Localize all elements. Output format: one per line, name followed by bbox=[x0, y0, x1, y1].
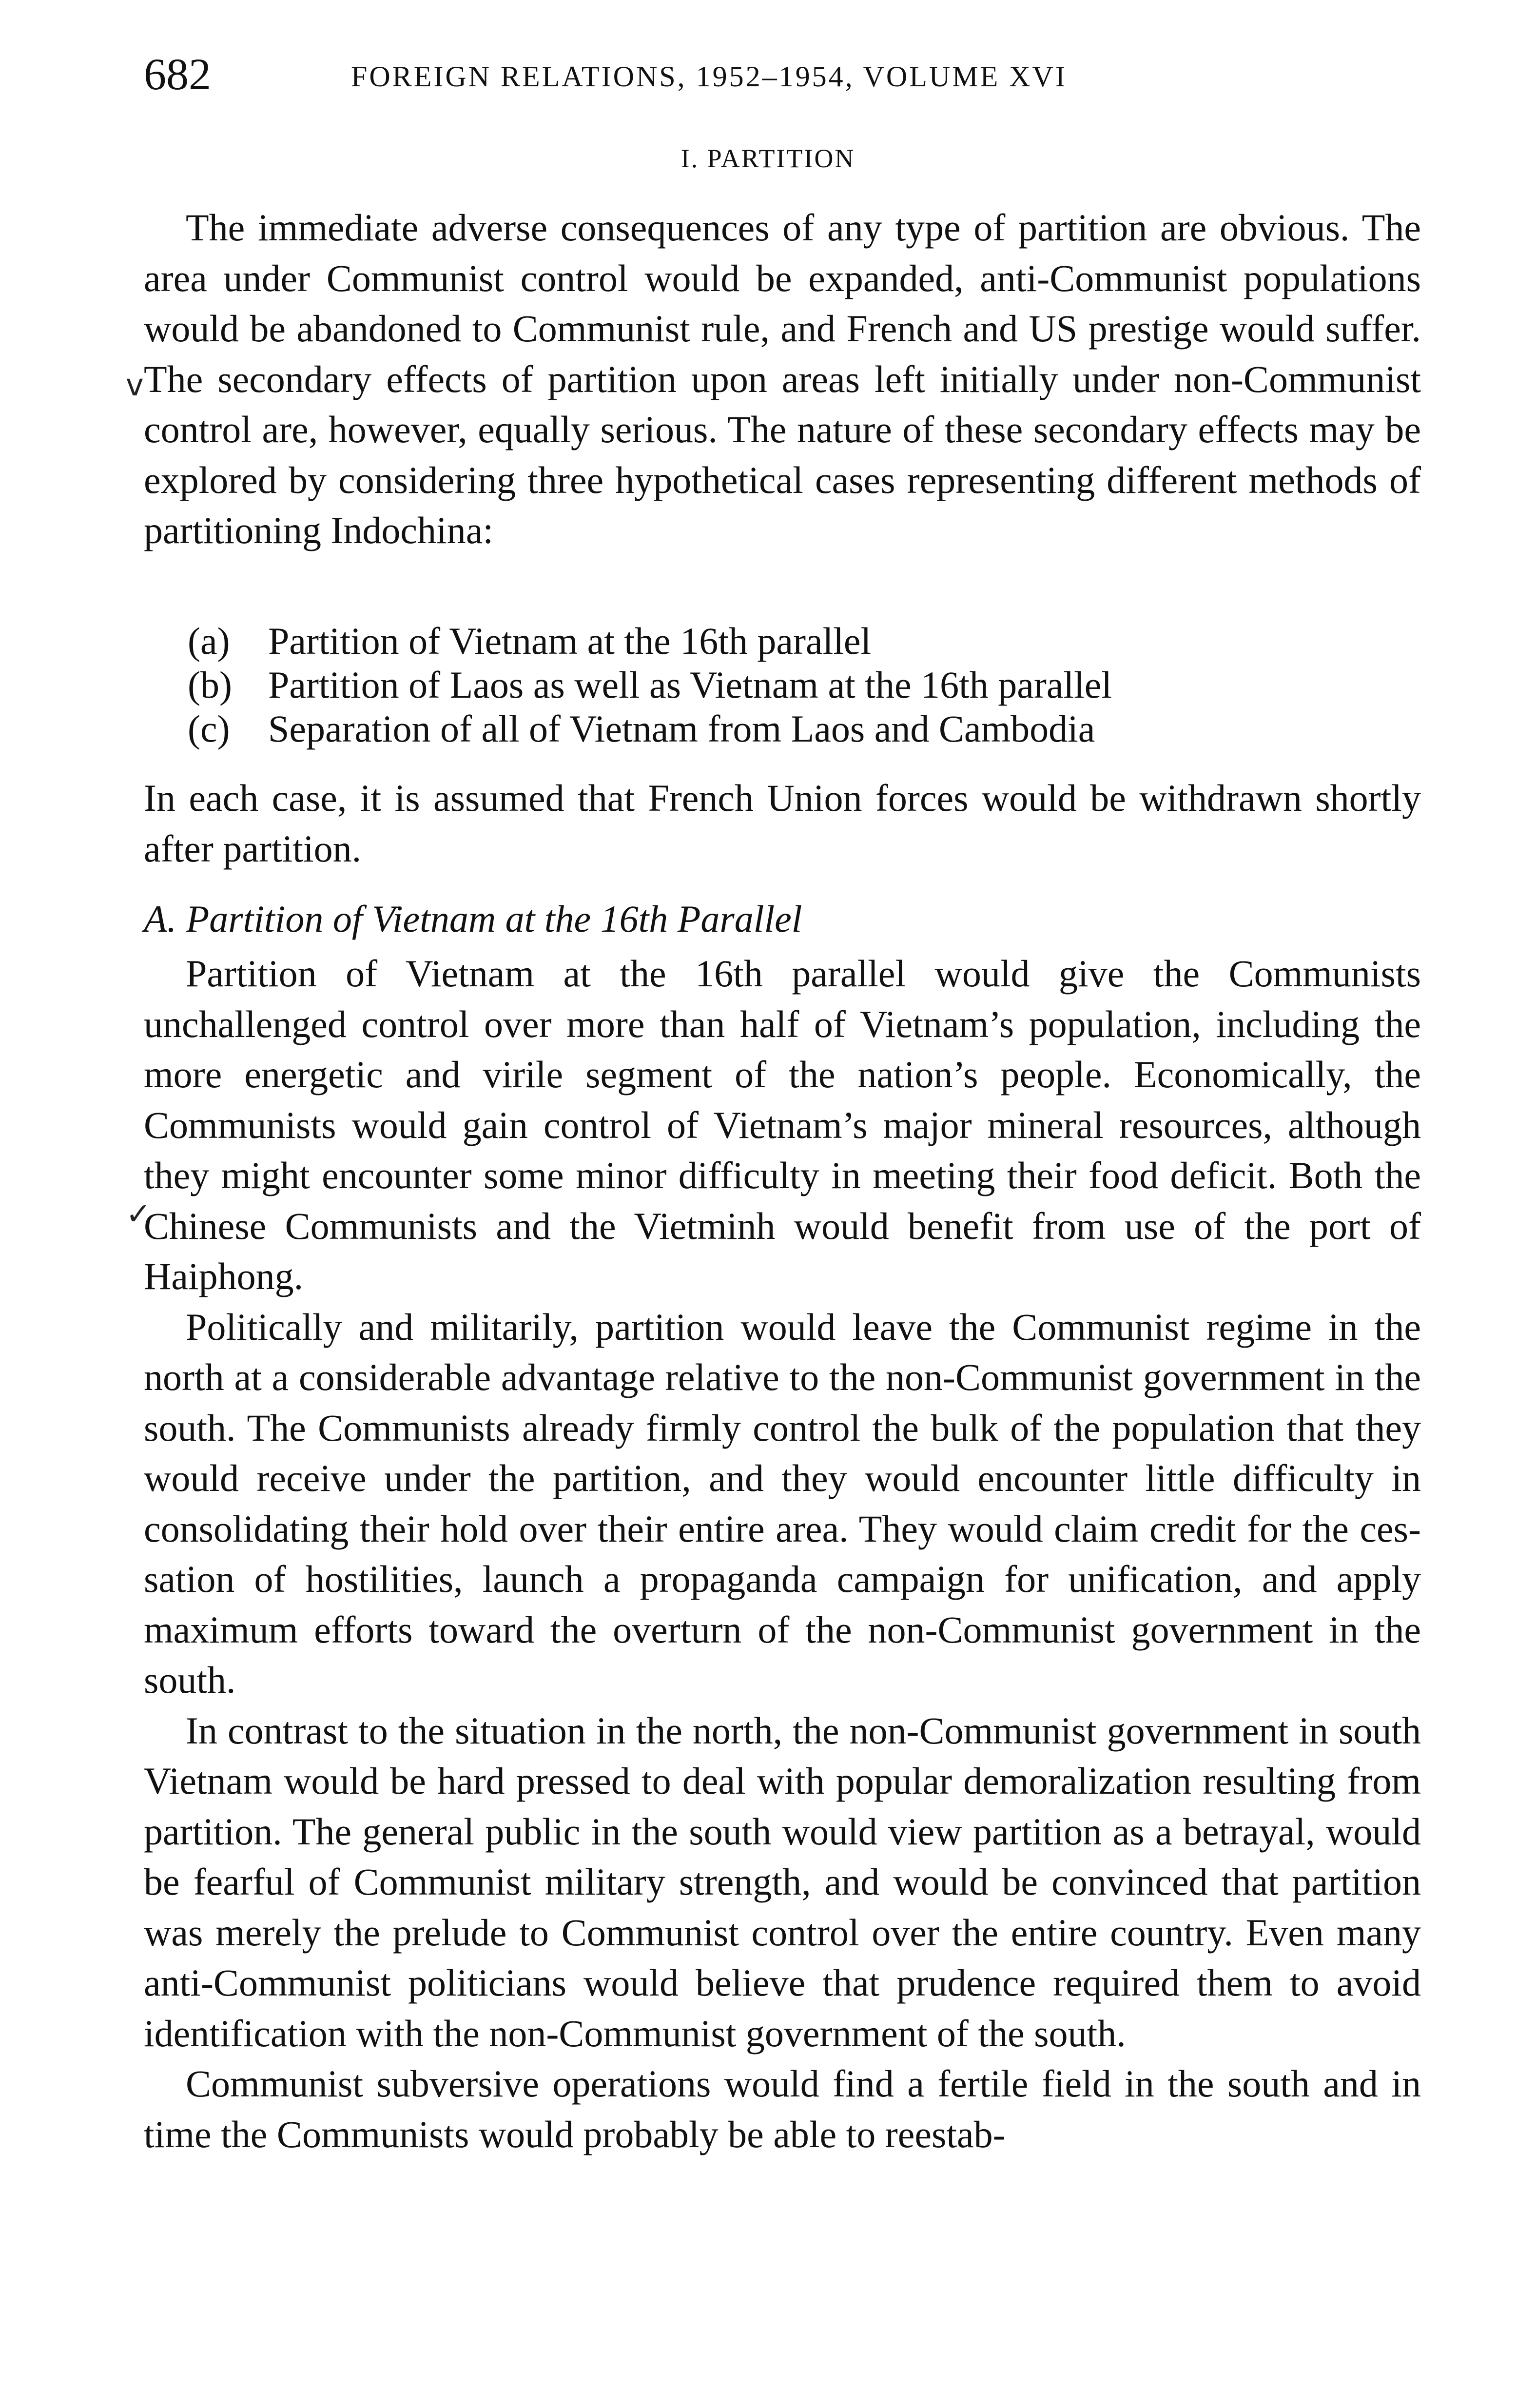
body-paragraph: Partition of Vietnam at the 16th parallel would give the Communists unchallenged control over more than half of Vietnam’s population, including the more energetic and virile segment of the nation’s people. Economically, the Communists would gain control of Vietnam’s major mineral resources, although they might encounter some minor difficulty in meeting their food deficit. Both the Chinese Communists and the Vietminh would benefit from use of the port of Haiphong. bbox=[144, 952, 1421, 1297]
assumption-paragraph: In each case, it is assumed that French Union forces would be withdrawn shortly after partition. bbox=[144, 777, 1421, 870]
list-item bbox=[188, 619, 1406, 663]
list-marker: (c) bbox=[188, 707, 230, 750]
list-item bbox=[188, 707, 1406, 751]
list-marker: (a) bbox=[188, 620, 230, 662]
assumption-text-block bbox=[144, 773, 1421, 874]
page-header bbox=[144, 45, 1421, 103]
partition-cases-list bbox=[188, 619, 1406, 751]
margin-check-mark-icon: ✓ bbox=[126, 1196, 151, 1232]
subsection-heading: A. Partition of Vietnam at the 16th Parallel bbox=[144, 898, 802, 940]
running-title: FOREIGN RELATIONS, 1952–1954, VOLUME XVI bbox=[351, 60, 1067, 93]
page-number: 682 bbox=[144, 49, 211, 99]
list-item bbox=[188, 663, 1406, 707]
intro-text-block bbox=[144, 202, 1421, 556]
body-paragraph: Politically and militarily, partition would leave the Communist regime in the north at a considerable advantage relative to the non-Communist government in the south. The Communists already firmly control the bulk of the population that they would receive under the partition, and they would encounter little difficulty in consolidating their hold over their entire area. They would claim credit for the cessation of hostilities, launch a propaganda campaign for unification, and apply maximum efforts toward the overturn of the non-Communist government in the south. bbox=[144, 1305, 1421, 1701]
section-heading: I. PARTITION bbox=[681, 144, 855, 173]
list-marker: (b) bbox=[188, 664, 232, 706]
body-paragraph: In contrast to the situation in the north, the non-Communist government in south Vietnam would be hard pressed to deal with popular demoralization resulting from partition. The general public in the south would view partition as a betrayal, would be fearful of Communist military strength, and would be convinced that partition was merely the prelude to Communist control over the entire country. Even many anti-Communist politicians would believe that prudence required them to avoid identification with the non-Communist government of the south. bbox=[144, 1709, 1421, 2055]
margin-check-mark-icon: v bbox=[126, 367, 144, 403]
list-item-text: Partition of Vietnam at the 16th parallel bbox=[268, 620, 872, 662]
main-text-block bbox=[144, 948, 1421, 2159]
list-item-text: Separation of all of Vietnam from Laos and Cambodia bbox=[268, 707, 1095, 750]
list-item-text: Partition of Laos as well as Vietnam at the 16th parallel bbox=[268, 664, 1112, 706]
intro-paragraph: The immediate adverse consequences of any type of partition are obvious. The area under Communist control would be expanded, anti-Communist populations would be abandoned to Communist rule, and French and US prestige would suffer. The secondary effects of partition upon areas left initially under non-Communist control are, however, equally serious. The nature of these secondary effects may be explored by considering three hypothetical cases representing different methods of partitioning Indochina: bbox=[144, 206, 1421, 551]
body-paragraph: Communist subversive operations would find a fertile field in the south and in time the Communists would probably be able to reestab- bbox=[144, 2062, 1421, 2155]
